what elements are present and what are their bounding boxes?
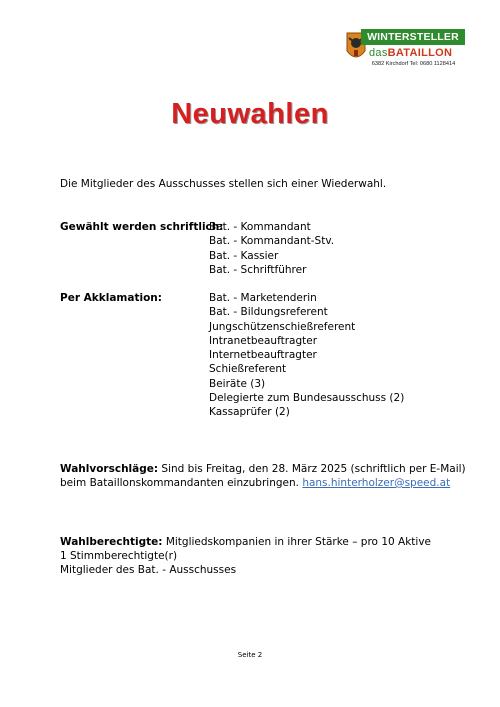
logo-address: 6382 Kirchdorf Tel: 0680 1128414 — [371, 61, 456, 67]
list-item: Jungschützenschießreferent — [209, 320, 356, 333]
eligible-line-1 — [60, 535, 431, 549]
eligible-line-2: 1 Stimmberechtigte(r) — [60, 550, 178, 562]
wintersteller-logo — [345, 29, 465, 69]
list-item: Bat. - Kommandant-Stv. — [209, 235, 335, 248]
proposals-text-2: beim Bataillonskommandanten einzubringen. — [60, 477, 299, 489]
list-item: Schießreferent — [209, 363, 287, 376]
list-item: Kassaprüfer (2) — [209, 406, 290, 419]
proposals-text: Sind bis Freitag, den 28. März 2025 (schriftlich per E-Mail) — [161, 463, 466, 475]
list-item: Bat. - Schriftführer — [209, 263, 307, 276]
email-link[interactable]: hans.hinterholzer@speed.at — [302, 477, 451, 489]
written-label: Gewählt werden schriftlich: — [60, 221, 224, 233]
logo-bataillon: BATAILLON — [387, 47, 453, 59]
logo-subtitle — [369, 46, 465, 60]
intro-text: Die Mitglieder des Ausschusses stellen sich einer Wiederwahl. — [60, 178, 387, 190]
eligible-line-3: Mitglieder des Bat. - Ausschusses — [60, 564, 237, 576]
eligible-label: Wahlberechtigte: — [60, 536, 163, 548]
proposals-label: Wahlvorschläge: — [60, 463, 159, 475]
page-number: Seite 2 — [237, 651, 263, 659]
logo-das: das — [369, 47, 388, 59]
eligible-text: Mitgliedskompanien in ihrer Stärke – pro 10 Aktive — [165, 536, 431, 548]
acclamation-list — [209, 291, 404, 420]
list-item: Intranetbeauftragter — [209, 334, 318, 347]
list-item: Bat. - Marketenderin — [209, 292, 317, 304]
list-item: Bat. - Kassier — [209, 249, 279, 262]
list-item: Bat. - Kommandant — [209, 221, 311, 233]
page-title: Neuwahlen — [171, 98, 329, 130]
logo-title: WINTERSTELLER — [361, 29, 465, 45]
proposals-line-2 — [60, 476, 450, 490]
list-item: Internetbeauftragter — [209, 349, 317, 362]
list-item: Bat. - Bildungsreferent — [209, 306, 328, 319]
list-item: Delegierte zum Bundesausschuss (2) — [209, 392, 405, 405]
written-list — [209, 220, 334, 277]
acclamation-label: Per Akklamation: — [60, 292, 162, 304]
proposals-line-1 — [60, 462, 466, 476]
list-item: Beiräte (3) — [209, 377, 266, 390]
